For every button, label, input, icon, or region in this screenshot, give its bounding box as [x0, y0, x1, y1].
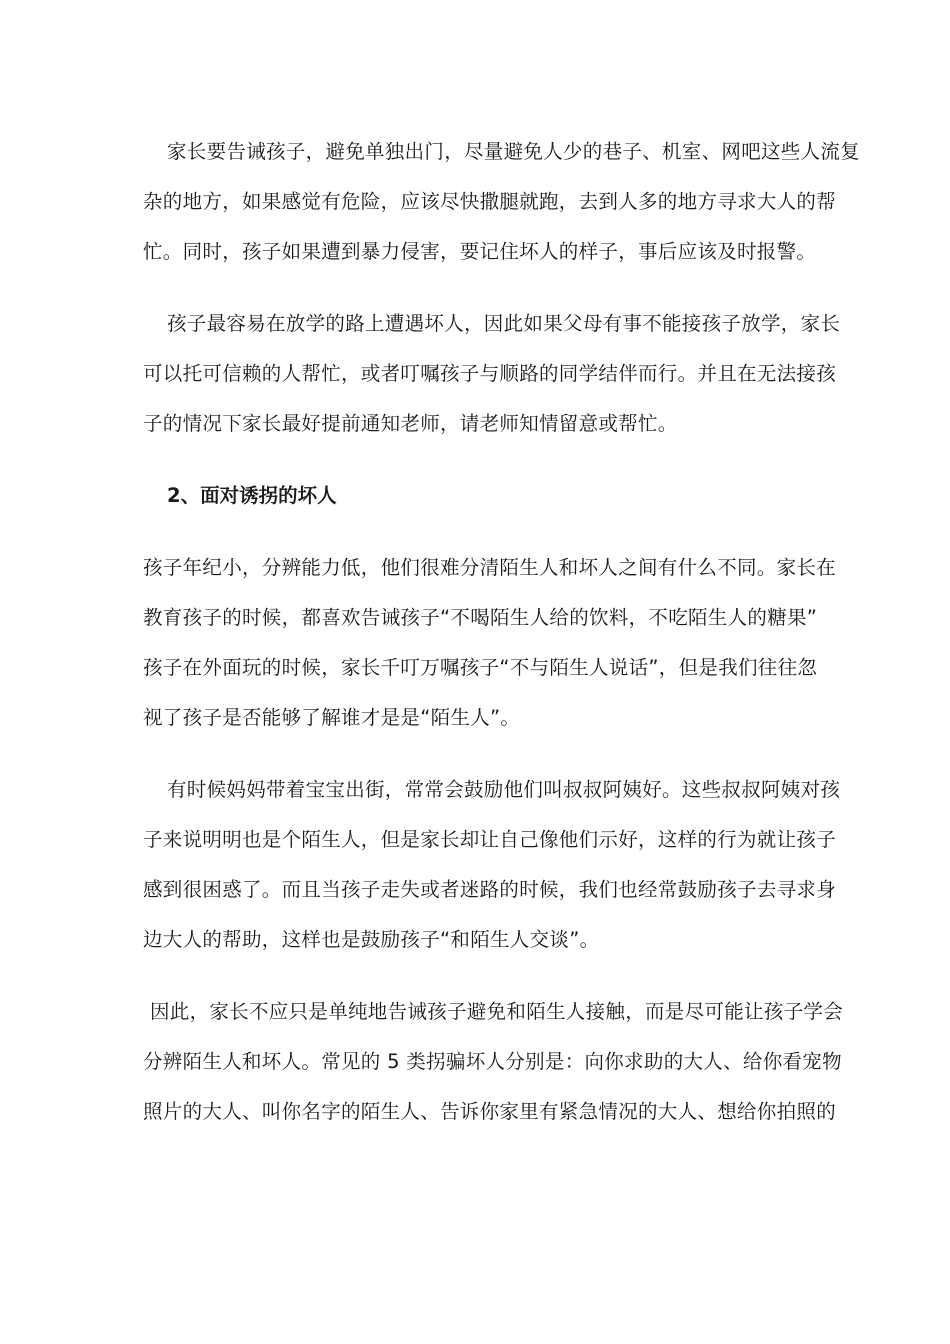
text-line: 子的情况下家长最好提前通知老师，请老师知情留意或帮忙。 — [143, 412, 678, 435]
text-line: 因此，家长不应只是单纯地告诫孩子避免和陌生人接触，而是尽可能让孩子学会 — [150, 1000, 844, 1023]
paragraph-gap — [143, 452, 813, 474]
text-line: 可以托可信赖的人帮忙，或者叮嘱孩子与顺路的同学结伴而行。并且在无法接孩 — [143, 362, 837, 385]
text-line: 家长要告诫孩子，避免单独出门，尽量避免人少的巷子、机室、网吧这些人流复 — [167, 140, 861, 163]
text-line: 孩子年纪小，分辨能力低，他们很难分清陌生人和坏人之间有什么不同。家长在 — [143, 556, 837, 579]
paragraph-greetings — [143, 768, 841, 968]
text-line: 孩子最容易在放学的路上遭遇坏人，因此如果父母有事不能接孩子放学，家长 — [167, 312, 841, 335]
text-line: 有时候妈妈带着宝宝出街，常常会鼓励他们叫叔叔阿姨好。这些叔叔阿姨对孩 — [167, 778, 841, 801]
text-line: 照片的大人、叫你名字的陌生人、告诉你家里有紧急情况的大人、想给你拍照的 — [143, 1100, 837, 1123]
paragraph-gap — [143, 968, 813, 990]
paragraph-gap — [143, 746, 813, 768]
text-line: 感到很困惑了。而且当孩子走失或者迷路的时候，我们也经常鼓励孩子去寻求身 — [143, 878, 837, 901]
paragraph-five-types — [143, 990, 844, 1140]
text-line: 子来说明明也是个陌生人，但是家长却让自己像他们示好，这样的行为就让孩子 — [143, 828, 837, 851]
text-line: 杂的地方，如果感觉有危险，应该尽快撒腿就跑，去到人多的地方寻求大人的帮 — [143, 190, 837, 213]
text-line: 边大人的帮助，这样也是鼓励孩子“和陌生人交谈”。 — [143, 928, 600, 951]
text-line: 孩子在外面玩的时候，家长千叮万嘱孩子“不与陌生人说话”，但是我们往往忽 — [143, 656, 818, 679]
paragraph-gap — [143, 280, 813, 302]
text-line: 教育孩子的时候，都喜欢告诫孩子“不喝陌生人给的饮料，不吃陌生人的糖果” — [143, 606, 818, 629]
text-line: 分辨陌生人和坏人。常见的 5 类拐骗坏人分别是：向你求助的大人、给你看宠物 — [143, 1050, 842, 1073]
text-line: 视了孩子是否能够了解谁才是是“陌生人”。 — [143, 706, 521, 729]
paragraph-strangers — [143, 546, 837, 746]
section-heading: 2、面对诱拐的坏人 — [167, 484, 337, 507]
paragraph-safety-alone — [143, 130, 861, 280]
text-line: 忙。同时，孩子如果遭到暴力侵害，要记住坏人的样子，事后应该及时报警。 — [143, 240, 817, 263]
paragraph-after-school — [143, 302, 841, 452]
paragraph-gap — [143, 524, 813, 546]
document-body — [143, 130, 861, 1140]
